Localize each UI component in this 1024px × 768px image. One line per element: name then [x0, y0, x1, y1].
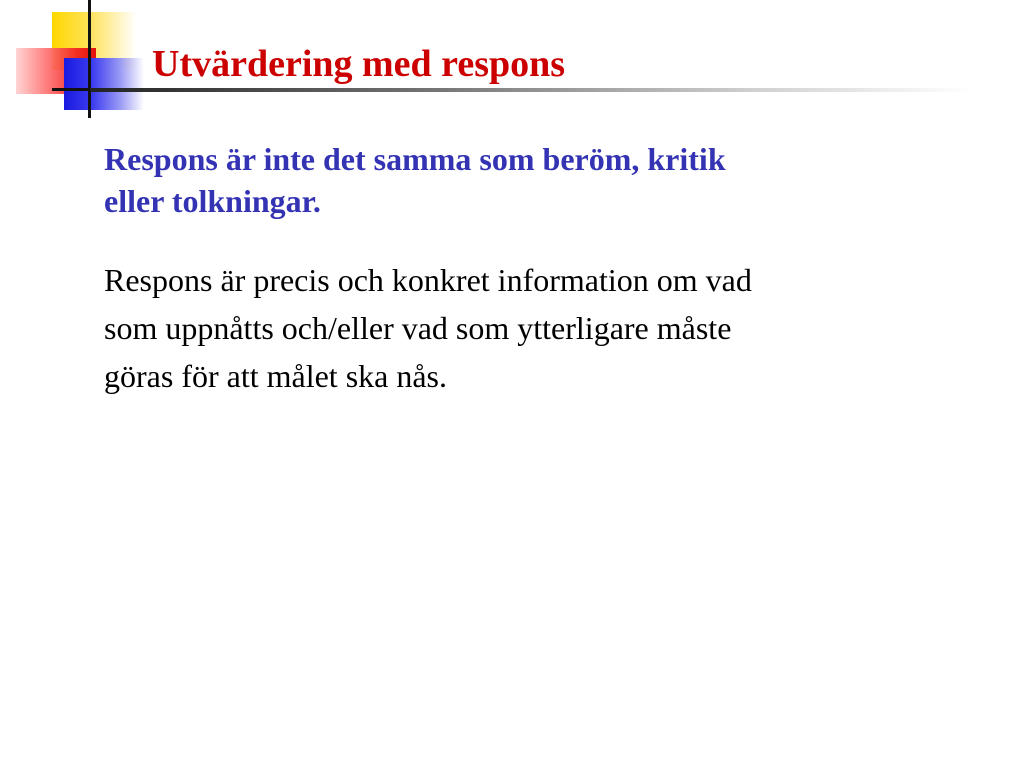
- body-line-3: göras för att målet ska nås.: [104, 358, 447, 394]
- slide-title: Utvärdering med respons: [152, 43, 566, 85]
- body-paragraph: [104, 256, 934, 400]
- title-underline: [90, 88, 970, 92]
- subheading-line-1: Respons är inte det samma som beröm, kritik: [104, 141, 726, 177]
- subheading: [104, 138, 924, 222]
- logo-blue-square: [64, 58, 144, 110]
- decorative-logo: [0, 0, 160, 120]
- body-line-2: som uppnåtts och/eller vad som ytterligare måste: [104, 310, 732, 346]
- body-line-1: Respons är precis och konkret information om vad: [104, 262, 752, 298]
- logo-vertical-line: [88, 0, 91, 118]
- subheading-line-2: eller tolkningar.: [104, 183, 321, 219]
